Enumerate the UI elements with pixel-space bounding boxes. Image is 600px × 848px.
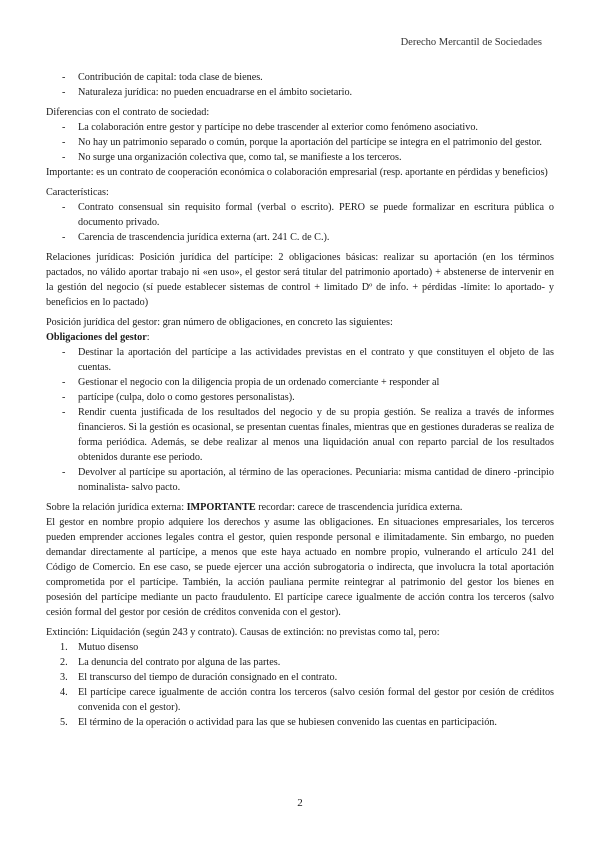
relaciones-paragraph: Relaciones jurídicas: Posición jurídica del partícipe: 2 obligaciones básicas: realizar su aportación (en los términos pactados, no válido aportar trabajo ni «en uso», el gestor será titular del patrimonio aportado) + abstenerse de intervenir en la gestión del negocio (sí puede establecer sistemas de control + limitado Dº de info. + pérdidas -límite: lo aportado- y beneficios en lo pactado) bbox=[46, 252, 554, 308]
dash-bullet: - bbox=[62, 137, 66, 148]
dash-bullet: - bbox=[62, 467, 66, 478]
page-number: 2 bbox=[297, 797, 303, 809]
importante-emphasis: IMPORTANTE bbox=[186, 502, 256, 513]
list-item: - Carencia de trascendencia jurídica externa (art. 241 C. de C.). bbox=[62, 232, 330, 243]
list-item: - Devolver al partícipe su aportación, al término de las operaciones. Pecuniaria: misma cantidad de dinero -principio nominalista- salvo pacto. bbox=[62, 467, 554, 493]
intro-list bbox=[46, 70, 554, 100]
list-item: - Contrato consensual sin requisito formal (verbal o escrito). PERO se puede formalizar en escritura pública o documento privado. bbox=[62, 202, 554, 228]
extincion-list bbox=[46, 640, 554, 730]
list-item: 5. El término de la operación o actividad para las que se hubiesen convenido las cuentas en participación. bbox=[60, 717, 497, 728]
list-item: - Contribución de capital: toda clase de bienes. bbox=[62, 72, 263, 83]
dash-bullet: - bbox=[62, 392, 66, 403]
dash-bullet: - bbox=[62, 72, 66, 83]
list-number: 5. bbox=[60, 717, 68, 728]
obligaciones-list bbox=[46, 345, 554, 495]
gestor-paragraph: El gestor en nombre propio adquiere los derechos y asume las obligaciones. En situaciones empresariales, los terceros pueden emprender acciones legales contra el gestor, quien responde personal e ilimitadamente. Sin embargo, no pueden demandar directamente al partícipe, a menos que este haya actuado en nombre propio, vulnerando el artículo 241 del Código de Comercio. En ese caso, se puede ejercer una acción subrogatoria o indirecta, que involucra la total aportación comprometida por el partícipe. También, la acción pauliana permite reintegrar al patrimonio del gestor los bienes en posesión del partícipe mediante un pacto fraudulento. El partícipe carece igualmente de acción contra los terceros (salvo cesión formal del gestor por cesión de créditos convenida con el gestor). bbox=[46, 517, 554, 618]
obligaciones-label: Obligaciones del gestor bbox=[46, 332, 147, 343]
running-header: Derecho Mercantil de Sociedades bbox=[400, 37, 542, 48]
importante-paragraph: Importante: es un contrato de cooperación económica o colaboración empresarial (resp. aportante en pérdidas y beneficios) bbox=[46, 167, 548, 178]
list-number: 3. bbox=[60, 672, 68, 683]
caracteristicas-list bbox=[46, 200, 554, 245]
list-item: - Destinar la aportación del partícipe a las actividades previstas en el contrato y que constituyen el objeto de las cuentas. bbox=[62, 347, 554, 373]
list-item: - Naturaleza jurídica: no pueden encuadrarse en el ámbito societario. bbox=[62, 87, 353, 98]
list-item: - No hay un patrimonio separado o común, porque la aportación del partícipe se integra en el patrimonio del gestor. bbox=[62, 137, 542, 148]
page-body bbox=[46, 70, 554, 730]
dash-bullet: - bbox=[62, 347, 66, 358]
list-item: 1. Mutuo disenso bbox=[60, 642, 139, 653]
dash-bullet: - bbox=[62, 87, 66, 98]
posicion-gestor-paragraph: Posición jurídica del gestor: gran número de obligaciones, en concreto las siguientes: bbox=[46, 317, 393, 328]
dash-bullet: - bbox=[62, 377, 66, 388]
list-item: - No surge una organización colectiva que, como tal, se manifieste a los terceros. bbox=[62, 152, 402, 163]
list-item: - Gestionar el negocio con la diligencia propia de un ordenado comerciante + responder al bbox=[62, 377, 440, 388]
list-number: 2. bbox=[60, 657, 68, 668]
externa-paragraph: Sobre la relación jurídica externa: IMPORTANTE recordar: carece de trascendencia jurídica externa. bbox=[46, 502, 463, 513]
dash-bullet: - bbox=[62, 202, 66, 213]
extincion-paragraph: Extinción: Liquidación (según 243 y contrato). Causas de extinción: no previstas como tal, pero: bbox=[46, 627, 440, 638]
list-item: 3. El transcurso del tiempo de duración consignado en el contrato. bbox=[60, 672, 338, 683]
list-item: - partícipe (culpa, dolo o como gestores personalistas). bbox=[62, 392, 295, 403]
dash-bullet: - bbox=[62, 122, 66, 133]
list-number: 4. bbox=[60, 687, 68, 698]
dash-bullet: - bbox=[62, 232, 66, 243]
caracteristicas-heading: Características: bbox=[46, 187, 109, 198]
list-number: 1. bbox=[60, 642, 68, 653]
list-item: - La colaboración entre gestor y partícipe no debe trascender al exterior como fenómeno asociativo. bbox=[62, 122, 478, 133]
obligaciones-heading: Obligaciones del gestor: bbox=[46, 332, 150, 343]
list-item: 2. La denuncia del contrato por alguna de las partes. bbox=[60, 657, 281, 668]
list-item: 4. El partícipe carece igualmente de acción contra los terceros (salvo cesión formal del gestor por cesión de créditos convenida con el gestor). bbox=[60, 687, 554, 713]
dash-bullet: - bbox=[62, 407, 66, 418]
diferencias-heading: Diferencias con el contrato de sociedad: bbox=[46, 107, 210, 118]
dash-bullet: - bbox=[62, 152, 66, 163]
diferencias-list bbox=[46, 120, 554, 165]
list-item: - Rendir cuenta justificada de los resultados del negocio y de su propia gestión. Se realiza a través de informes financieros. Si la gestión es ocasional, se presentan cuentas finales, mientras que en gestiones duraderas se realiza de forma periódica. Además, se debe realizar al menos una liquidación anual con reparto parcial de los resultados obtenidos durante ese periodo. bbox=[62, 407, 554, 463]
